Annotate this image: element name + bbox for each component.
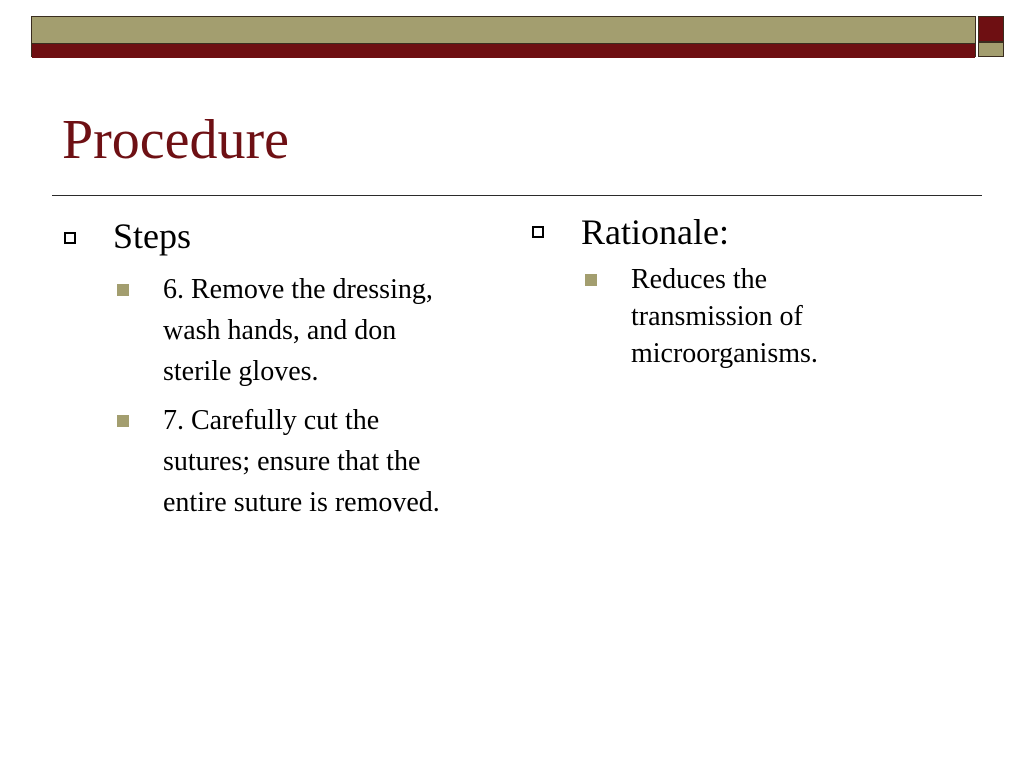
steps-heading-row [62, 214, 502, 258]
list-item [117, 269, 452, 392]
banner-olive-stripe [32, 17, 975, 43]
rationale-heading-row [530, 210, 970, 254]
steps-list [117, 269, 452, 523]
rationale-list [585, 261, 915, 372]
corner-maroon-block [978, 16, 1004, 42]
hollow-square-bullet-icon [64, 232, 76, 244]
steps-column [62, 214, 502, 523]
step-6-text: 6. Remove the dressing, wash hands, and don sterile gloves. [163, 274, 433, 387]
corner-olive-block [978, 42, 1004, 57]
rationale-heading: Rationale: [581, 212, 729, 252]
slide-title: Procedure [62, 109, 290, 171]
top-banner [31, 16, 976, 57]
rationale-text: Reduces the transmission of microorganisms. [631, 264, 818, 369]
hollow-square-bullet-icon [532, 226, 544, 238]
steps-heading: Steps [113, 216, 192, 256]
filled-square-bullet-icon [117, 284, 129, 296]
step-7-text: 7. Carefully cut the sutures; ensure that the entire suture is removed. [163, 405, 440, 518]
rationale-column [530, 210, 970, 372]
title-divider [52, 195, 982, 196]
filled-square-bullet-icon [117, 415, 129, 427]
list-item [585, 261, 915, 372]
banner-maroon-stripe [32, 43, 975, 58]
list-item [117, 400, 452, 523]
filled-square-bullet-icon [585, 274, 597, 286]
